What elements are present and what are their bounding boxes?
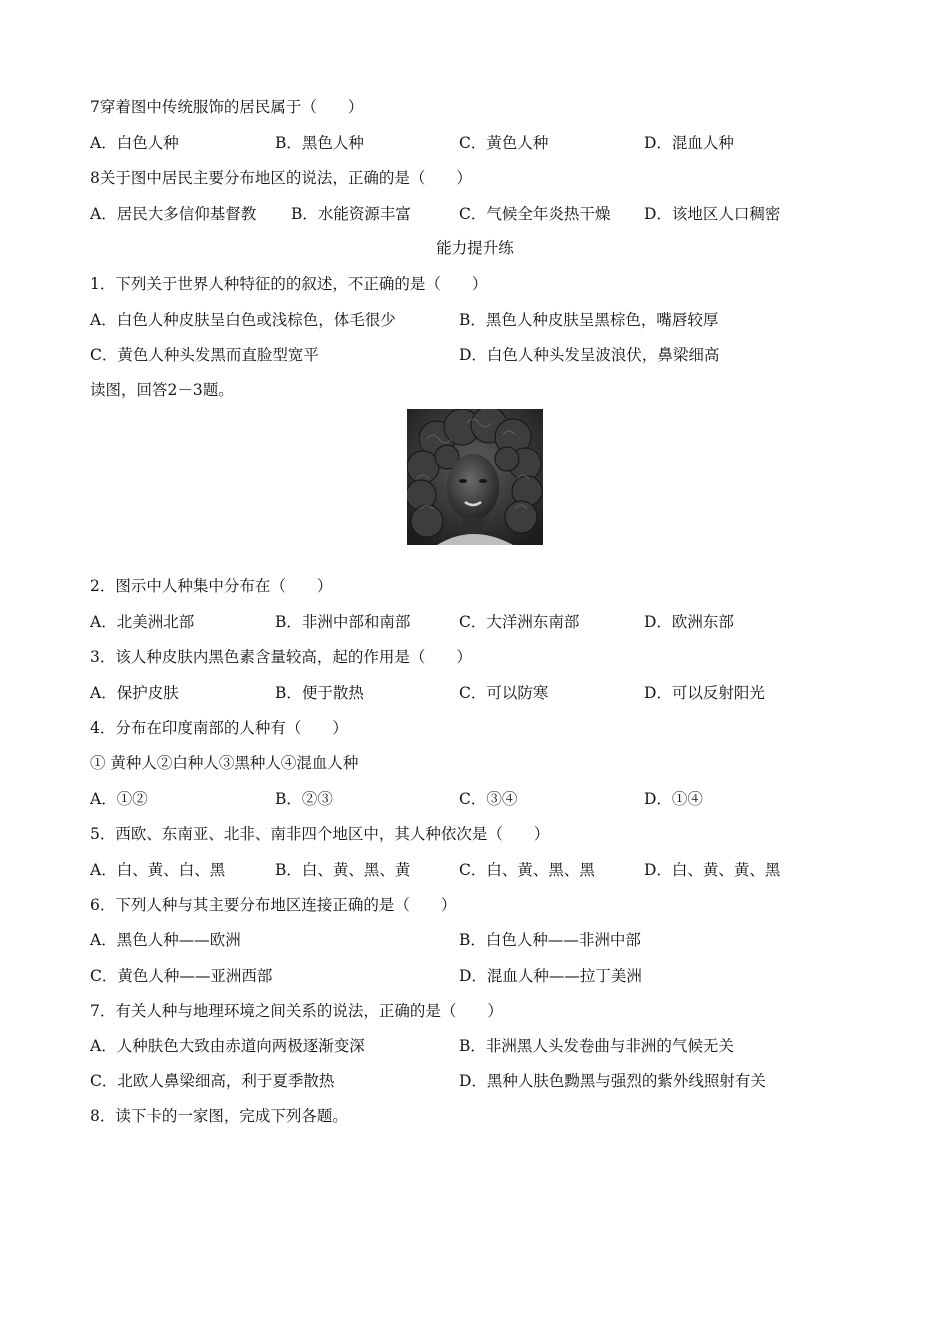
portrait-photo-drawing xyxy=(407,409,543,545)
question-1-stem: 1．下列关于世界人种特征的的叙述，不正确的是（ ） xyxy=(90,275,488,293)
option-d: D．①④ xyxy=(644,790,703,808)
option-d: D．黑种人肤色黝黑与强烈的紫外线照射有关 xyxy=(459,1072,766,1090)
option-d: D．可以反射阳光 xyxy=(644,684,765,702)
option-c: C．黄色人种头发黑而直脸型宽平 xyxy=(90,346,319,364)
option-b: B．便于散热 xyxy=(275,684,364,702)
option-a: A．北美洲北部 xyxy=(90,613,195,631)
option-d: D．欧洲东部 xyxy=(644,613,734,631)
option-b: B．黑色人种 xyxy=(275,134,364,152)
option-b: B．白、黄、黑、黄 xyxy=(275,861,411,879)
option-b: B．水能资源丰富 xyxy=(291,205,411,223)
question-4-note: ① 黄种人②白种人③黑种人④混血人种 xyxy=(90,754,359,772)
question-6-stem: 6．下列人种与其主要分布地区连接正确的是（ ） xyxy=(90,896,457,914)
question-7-top-stem: 7穿着图中传统服饰的居民属于（ ） xyxy=(90,98,364,116)
question-8-top-stem: 8关于图中居民主要分布地区的说法，正确的是（ ） xyxy=(90,169,472,187)
option-b: B．②③ xyxy=(275,790,333,808)
question-8-stem: 8．读下卡的一家图，完成下列各题。 xyxy=(90,1107,348,1125)
option-d: D．该地区人口稠密 xyxy=(644,205,781,223)
option-d: D．混血人种 xyxy=(644,134,734,152)
option-c: C．黄色人种——亚洲西部 xyxy=(90,967,273,985)
section-title: 能力提升练 xyxy=(436,239,514,257)
question-2-stem: 2．图示中人种集中分布在（ ） xyxy=(90,577,333,595)
option-a: A．白、黄、白、黑 xyxy=(90,861,226,879)
option-a: A．白色人种皮肤呈白色或浅棕色，体毛很少 xyxy=(90,311,396,329)
option-d: D．白、黄、黄、黑 xyxy=(644,861,781,879)
option-c: C．白、黄、黑、黑 xyxy=(459,861,595,879)
portrait-photo xyxy=(407,409,543,545)
option-c: C．大洋洲东南部 xyxy=(459,613,580,631)
question-5-stem: 5．西欧、东南亚、北非、南非四个地区中，其人种依次是（ ） xyxy=(90,825,550,843)
option-a: A．①② xyxy=(90,790,148,808)
option-b: B．黑色人种皮肤呈黑棕色，嘴唇较厚 xyxy=(459,311,719,329)
option-c: C．可以防寒 xyxy=(459,684,549,702)
option-c: C．③④ xyxy=(459,790,518,808)
question-4-stem: 4．分布在印度南部的人种有（ ） xyxy=(90,719,348,737)
option-a: A．居民大多信仰基督教 xyxy=(90,205,257,223)
option-d: D．白色人种头发呈波浪伏，鼻梁细高 xyxy=(459,346,720,364)
option-a: A．黑色人种——欧洲 xyxy=(90,931,241,949)
option-c: C．气候全年炎热干燥 xyxy=(459,205,611,223)
option-a: A．保护皮肤 xyxy=(90,684,179,702)
option-c: C．黄色人种 xyxy=(459,134,549,152)
option-c: C．北欧人鼻梁细高，利于夏季散热 xyxy=(90,1072,335,1090)
question-7-stem: 7．有关人种与地理环境之间关系的说法，正确的是（ ） xyxy=(90,1002,503,1020)
option-b: B．非洲中部和南部 xyxy=(275,613,411,631)
option-b: B．白色人种——非洲中部 xyxy=(459,931,641,949)
option-a: A．人种肤色大致由赤道向两极逐渐变深 xyxy=(90,1037,365,1055)
question-3-stem: 3．该人种皮肤内黑色素含量较高，起的作用是（ ） xyxy=(90,648,472,666)
option-a: A．白色人种 xyxy=(90,134,179,152)
option-d: D．混血人种——拉丁美洲 xyxy=(459,967,642,985)
option-b: B．非洲黑人头发卷曲与非洲的气候无关 xyxy=(459,1037,734,1055)
read-prompt: 读图，回答2－3题。 xyxy=(90,381,234,399)
